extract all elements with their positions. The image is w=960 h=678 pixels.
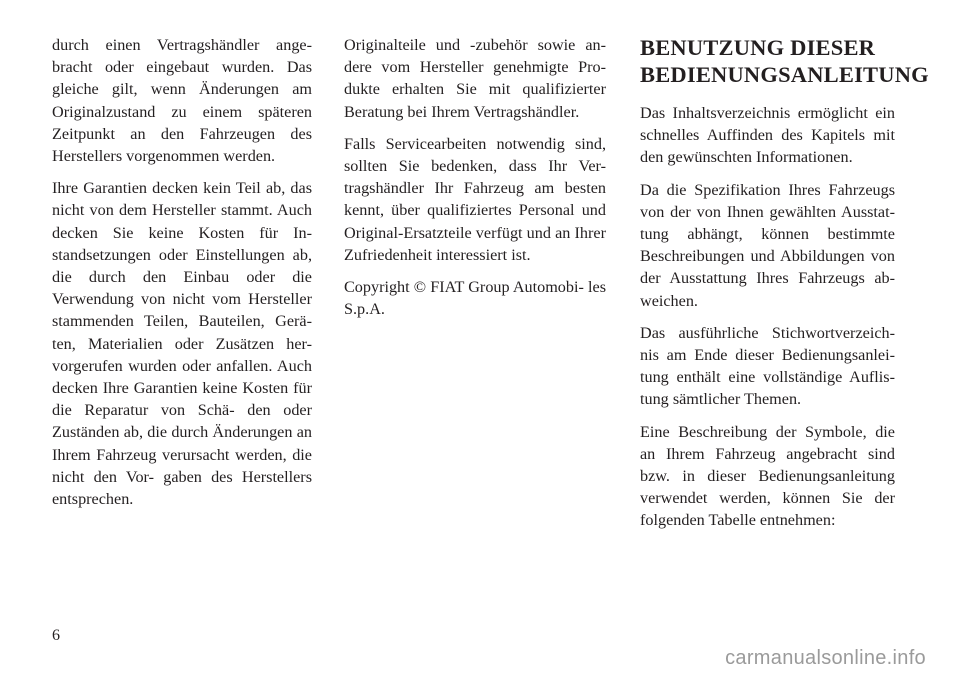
left-column: [52, 34, 312, 520]
paragraph-service-work: Falls Servicearbeiten notwendig sind, sollten Sie bedenken, dass Ihr Ver- tragshändler Ihr Fahrzeug am besten kennt, über qualifiziertes Personal und Original-Ersatzteile verfügt und an Ihrer Zufriedenheit interessiert ist.: [344, 134, 606, 264]
watermark: carmanualsonline.info: [725, 647, 926, 669]
paragraph-specification: Da die Spezifikation Ihres Fahrzeugs von der von Ihnen gewählten Ausstat- tung abhängt, können bestimmte Beschreibungen und Abbildungen von der Ausstattung Ihres Fahrzeugs ab- weichen.: [640, 180, 895, 310]
paragraph-copyright: Copyright © FIAT Group Automobi- les S.p.A.: [344, 278, 606, 319]
section-heading: BENUTZUNG DIESER BEDIENUNGSANLEITUNG: [640, 35, 929, 87]
paragraph-original-parts: Originalteile und -zubehör sowie an- dere vom Hersteller genehmigte Pro- dukte erhalten Sie mit qualifizierter Beratung bei Ihrem Vertragshändler.: [344, 36, 606, 121]
paragraph-warranty-exclusions: Ihre Garantien decken kein Teil ab, das nicht von dem Hersteller stammt. Auch decken Sie keine Kosten für In- standsetzungen oder Einstellungen ab, die durch den Einbau oder die Verwendung von nicht vom Hersteller stammenden Teilen, Bauteilen, Gerä- ten, Materialien oder Zusätzen her- vorgerufen wurden oder anfallen. Auch decken Ihre Garantien keine Kosten für die Reparatur von Schä- den oder Zuständen ab, die durch Änderungen an Ihrem Fahrzeug verursacht werden, die nicht den Vor- gaben des Herstellers entsprechen.: [52, 179, 312, 509]
middle-column: [344, 34, 606, 330]
page-number: 6: [52, 627, 60, 644]
right-column: [640, 34, 929, 542]
paragraph-index: Das ausführliche Stichwortverzeich- nis am Ende dieser Bedienungsanlei- tung enthält eine vollständige Auflis- tung sämtlicher Themen.: [640, 323, 895, 409]
paragraph-dealer-installed: durch einen Vertragshändler ange- bracht oder eingebaut wurden. Das gleiche gilt, wenn Änderungen am Originalzustand zu einem späteren Zeitpunkt an den Fahrzeugen des Herstellers vorgenommen werden.: [52, 36, 312, 166]
paragraph-table-of-contents: Das Inhaltsverzeichnis ermöglicht ein schnelles Auffinden des Kapitels mit den gewünschten Informationen.: [640, 104, 895, 167]
paragraph-symbols: Eine Beschreibung der Symbole, die an Ihrem Fahrzeug angebracht sind bzw. in dieser Bedienungsanleitung verwendet werden, können Sie der folgenden Tabelle entnehmen:: [640, 422, 895, 530]
